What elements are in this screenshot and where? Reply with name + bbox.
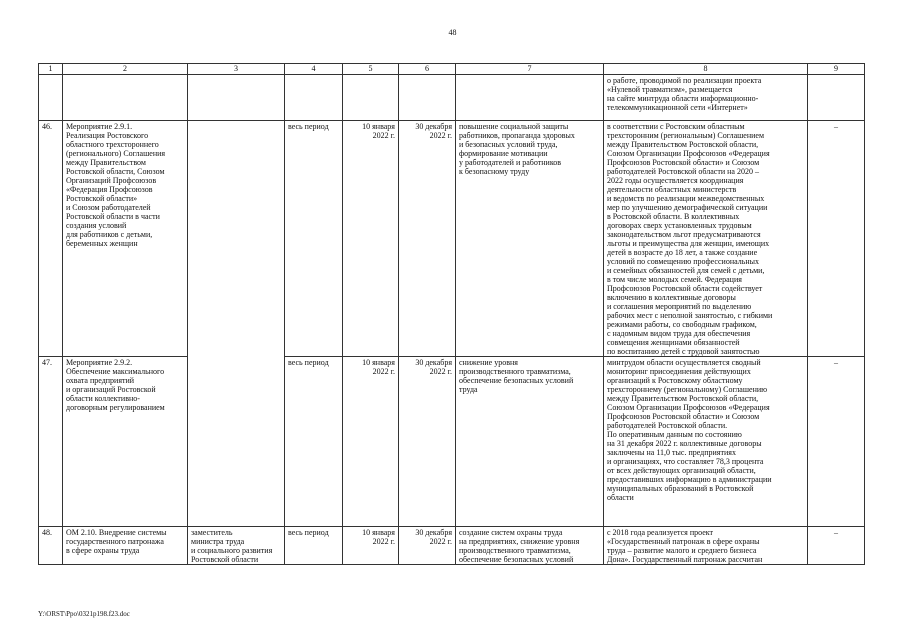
expected-result: снижение уровня производственного травматизма, обеспечение безопасных условий труда <box>456 357 604 527</box>
note-cell: – <box>808 527 865 565</box>
column-header: 8 <box>604 64 808 75</box>
implementation-status: в соответствии с Ростовским областным трехсторонним (региональным) Соглашением между Правительством Ростовской области, Союзом Организации Профсоюзов «Федерация Профсоюзов Ростовской области» и Союзом работодателей Ростовской области на 2020 – 2022 годы осуществляется координация деятельности областных министерств и ведомств по реализации межведомственных мер по улучшению демографической ситуации в Ростовской области. В коллективных договорах сверх установленных трудовым законодательством льгот предусматриваются льготы и преимущества для женщин, имеющих детей в возрасте до 18 лет, а также создание условий по совмещению профессиональных и семейных обязанностей для семей с детьми, в том числе молодых семей. Федерация Профсоюзов Ростовской области содействует включению в коллективные договоры и соглашения мероприятий по выделению рабочих мест с неполной занятостью, с гибкими режимами работы, со свободным графиком, с надомным видом труда для обеспечения совмещения женщинами обязанностей по воспитанию детей с трудовой занятостью <box>604 121 808 357</box>
end-date: 30 декабря 2022 г. <box>399 527 456 565</box>
row-number: 47. <box>39 357 63 527</box>
column-header: 3 <box>188 64 285 75</box>
note-cell: – <box>808 121 865 357</box>
start-date: 10 января 2022 г. <box>343 527 399 565</box>
implementation-status: о работе, проводимой по реализации проекта «Нулевой травматизм», размещается на сайте минтруда области информационно- телекоммуникационной сети «Интернет» <box>604 75 808 121</box>
end-date: 30 декабря 2022 г. <box>399 121 456 357</box>
start-date: 10 января 2022 г. <box>343 121 399 357</box>
row-number: 48. <box>39 527 63 565</box>
start-date <box>343 75 399 121</box>
expected-result: создание систем охраны труда на предприятиях, снижение уровня производственного травматизма, обеспечение безопасных условий <box>456 527 604 565</box>
start-date: 10 января 2022 г. <box>343 357 399 527</box>
column-header: 7 <box>456 64 604 75</box>
header-row <box>39 64 865 75</box>
end-date: 30 декабря 2022 г. <box>399 357 456 527</box>
period-cell: весь период <box>285 121 343 357</box>
table-row <box>39 75 865 121</box>
column-header: 5 <box>343 64 399 75</box>
period-cell: весь период <box>285 527 343 565</box>
table-row <box>39 121 865 357</box>
end-date <box>399 75 456 121</box>
report-table <box>38 63 865 565</box>
measure-name: Мероприятие 2.9.2. Обеспечение максимального охвата предприятий и организаций Ростовской области коллективно- договорным регулированием <box>63 357 188 527</box>
row-number <box>39 75 63 121</box>
period-cell: весь период <box>285 357 343 527</box>
responsible-cell: заместитель министра труда и социального развития Ростовской области <box>188 527 285 565</box>
expected-result: повышение социальной защиты работников, пропаганда здоровых и безопасных условий труда, формирование мотивации у работодателей и работников к безопасному труду <box>456 121 604 357</box>
table-row <box>39 527 865 565</box>
implementation-status: минтрудом области осуществляется сводный мониторинг присоединения действующих организаций к Ростовскому областному трехстороннему (региональному) Соглашению между Правительством Ростовской области, Союзом Организации Профсоюзов «Федерация Профсоюзов Ростовской области» и Союзом работодателей Ростовской области. По оперативным данным по состоянию на 31 декабря 2022 г. коллективные договоры заключены на 11,0 тыс. предприятиях и организациях, что составляет 78,3 процента от всех действующих организаций области, предоставивших информацию в администрации муниципальных образований в Ростовской области <box>604 357 808 527</box>
responsible-cell <box>188 121 285 357</box>
file-path-footer: Y:\ORST\Ppo\0321p198.f23.doc <box>38 610 130 618</box>
column-header: 2 <box>63 64 188 75</box>
note-cell: – <box>808 357 865 527</box>
column-header: 9 <box>808 64 865 75</box>
measure-name: Мероприятие 2.9.1. Реализация Ростовского областного трехстороннего (регионального) Соглашения между Правительством Ростовской области, Союзом Организаций Профсоюзов «Федерация Профсоюзов Ростовской области» и Союзом работодателей Ростовской области в части создания условий для работников с детьми, беременных женщин <box>63 121 188 357</box>
column-header: 4 <box>285 64 343 75</box>
measure-name: ОМ 2.10. Внедрение системы государственного патронажа в сфере охраны труда <box>63 527 188 565</box>
table-row <box>39 357 865 527</box>
page-number: 48 <box>448 28 457 37</box>
responsible-cell <box>188 357 285 527</box>
column-header: 6 <box>399 64 456 75</box>
column-header: 1 <box>39 64 63 75</box>
implementation-status: с 2018 года реализуется проект «Государственный патронаж в сфере охраны труда – развитие малого и среднего бизнеса Дона». Государственный патронаж рассчитан <box>604 527 808 565</box>
note-cell <box>808 75 865 121</box>
measure-name <box>63 75 188 121</box>
period-cell <box>285 75 343 121</box>
responsible-cell <box>188 75 285 121</box>
expected-result <box>456 75 604 121</box>
row-number: 46. <box>39 121 63 357</box>
